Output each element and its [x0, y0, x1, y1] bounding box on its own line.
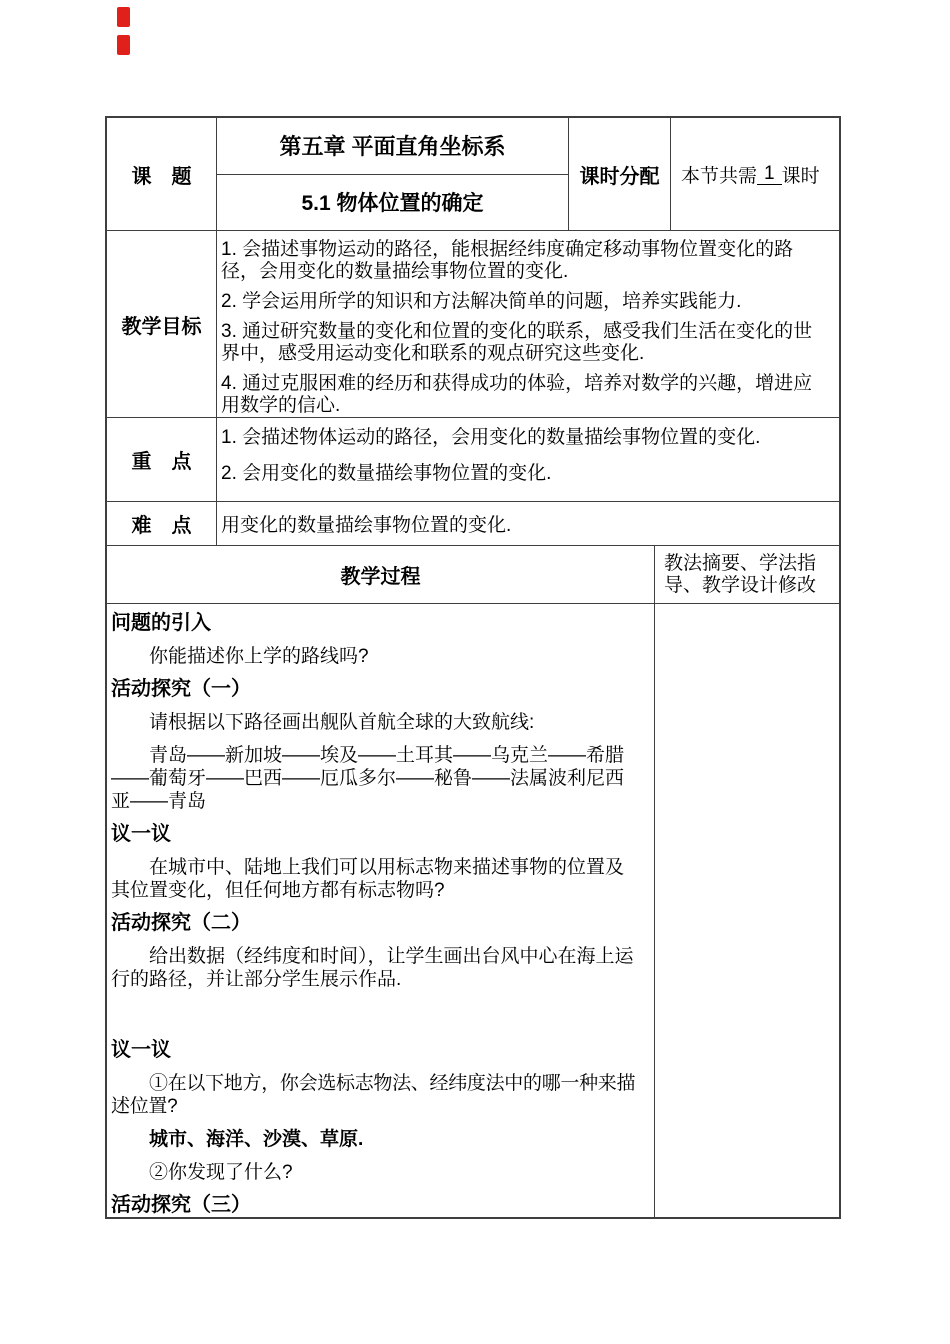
process-notes-header: [655, 546, 839, 603]
objectives-body: [217, 231, 839, 417]
discuss1-question: 在城市中、陆地上我们可以用标志物来描述事物的位置及其位置变化，但任何地方都有标志物吗?: [111, 857, 625, 901]
objectives-row: [107, 231, 839, 418]
section-title: 5.1 物体位置的确定: [301, 192, 484, 216]
process-notes-header-text: 教法摘要、学法指导、教学设计修改: [664, 552, 817, 596]
key-points-label: 重 点: [107, 418, 217, 501]
objective-item: 4. 通过克服困难的经历和获得成功的体验，培养对数学的兴趣，增进应用数学的信心.: [221, 373, 813, 416]
section-heading-discuss1: 议一议: [111, 823, 171, 845]
process-title: 教学过程: [107, 546, 655, 603]
period-label: 课时分配: [569, 118, 671, 230]
activity2-description: 给出数据（经纬度和时间），让学生画出台风中心在海上运行的路径，并让部分学生展示作品.: [111, 946, 634, 990]
process-header-row: [107, 546, 839, 604]
process-row: [107, 604, 839, 1217]
key-point-item: 2. 会用变化的数量描绘事物位置的变化.: [221, 463, 552, 484]
discuss2-question1: ①在以下地方，你会选标志物法、经纬度法中的哪一种来描述位置?: [111, 1073, 636, 1117]
activity1-prompt: 请根据以下路径画出舰队首航全球的大致航线:: [149, 712, 535, 733]
objective-item: 1. 会描述事物运动的路径，能根据经纬度确定移动事物位置变化的路径，会用变化的数量描绘事物位置的变化.: [221, 239, 794, 282]
red-placeholder-mark-top: [117, 7, 130, 27]
process-content: [107, 604, 655, 1217]
discuss2-options: 城市、海洋、沙漠、草原.: [149, 1129, 364, 1150]
objectives-label: 教学目标: [107, 231, 217, 417]
difficulty-text: 用变化的数量描绘事物位置的变化.: [221, 515, 512, 536]
section-heading-discuss2: 议一议: [111, 1039, 171, 1061]
blank-space: [111, 1001, 638, 1029]
period-prefix: 本节共需: [681, 165, 758, 187]
key-points-body: [217, 418, 839, 501]
voyage-route: 青岛——新加坡——埃及——土耳其——乌克兰——希腊——葡萄牙——巴西——厄瓜多尔——秘鲁——法属波利尼西亚——青岛: [111, 745, 625, 812]
objective-item: 3. 通过研究数量的变化和位置的变化的联系，感受我们生活在变化的世界中，感受用运动变化和联系的观点研究这些变化.: [221, 321, 813, 364]
period-suffix: 课时: [781, 165, 820, 187]
notes-column-empty: [655, 604, 839, 1217]
red-placeholder-mark-bottom: [117, 35, 130, 55]
section-heading-activity1: 活动探究（一）: [111, 678, 251, 700]
period-value: 1: [757, 163, 782, 185]
key-point-item: 1. 会描述物体运动的路径，会用变化的数量描绘事物位置的变化.: [221, 427, 761, 448]
title-cell: [217, 118, 569, 230]
intro-question: 你能描述你上学的路线吗?: [149, 646, 369, 667]
topic-row: [107, 118, 839, 231]
section-heading-intro: 问题的引入: [111, 612, 211, 634]
topic-label: 课 题: [107, 118, 217, 230]
lesson-plan-table: [105, 116, 841, 1219]
section-heading-activity3: 活动探究（三）: [111, 1194, 251, 1216]
discuss2-question2: ②你发现了什么?: [149, 1162, 293, 1183]
key-points-row: [107, 418, 839, 502]
section-heading-activity2: 活动探究（二）: [111, 912, 251, 934]
difficulty-label: 难 点: [107, 502, 217, 545]
objective-item: 2. 学会运用所学的知识和方法解决简单的问题，培养实践能力.: [221, 291, 742, 312]
period-value-cell: [671, 118, 839, 230]
chapter-title: 第五章 平面直角坐标系: [217, 118, 568, 175]
difficulty-row: [107, 502, 839, 546]
